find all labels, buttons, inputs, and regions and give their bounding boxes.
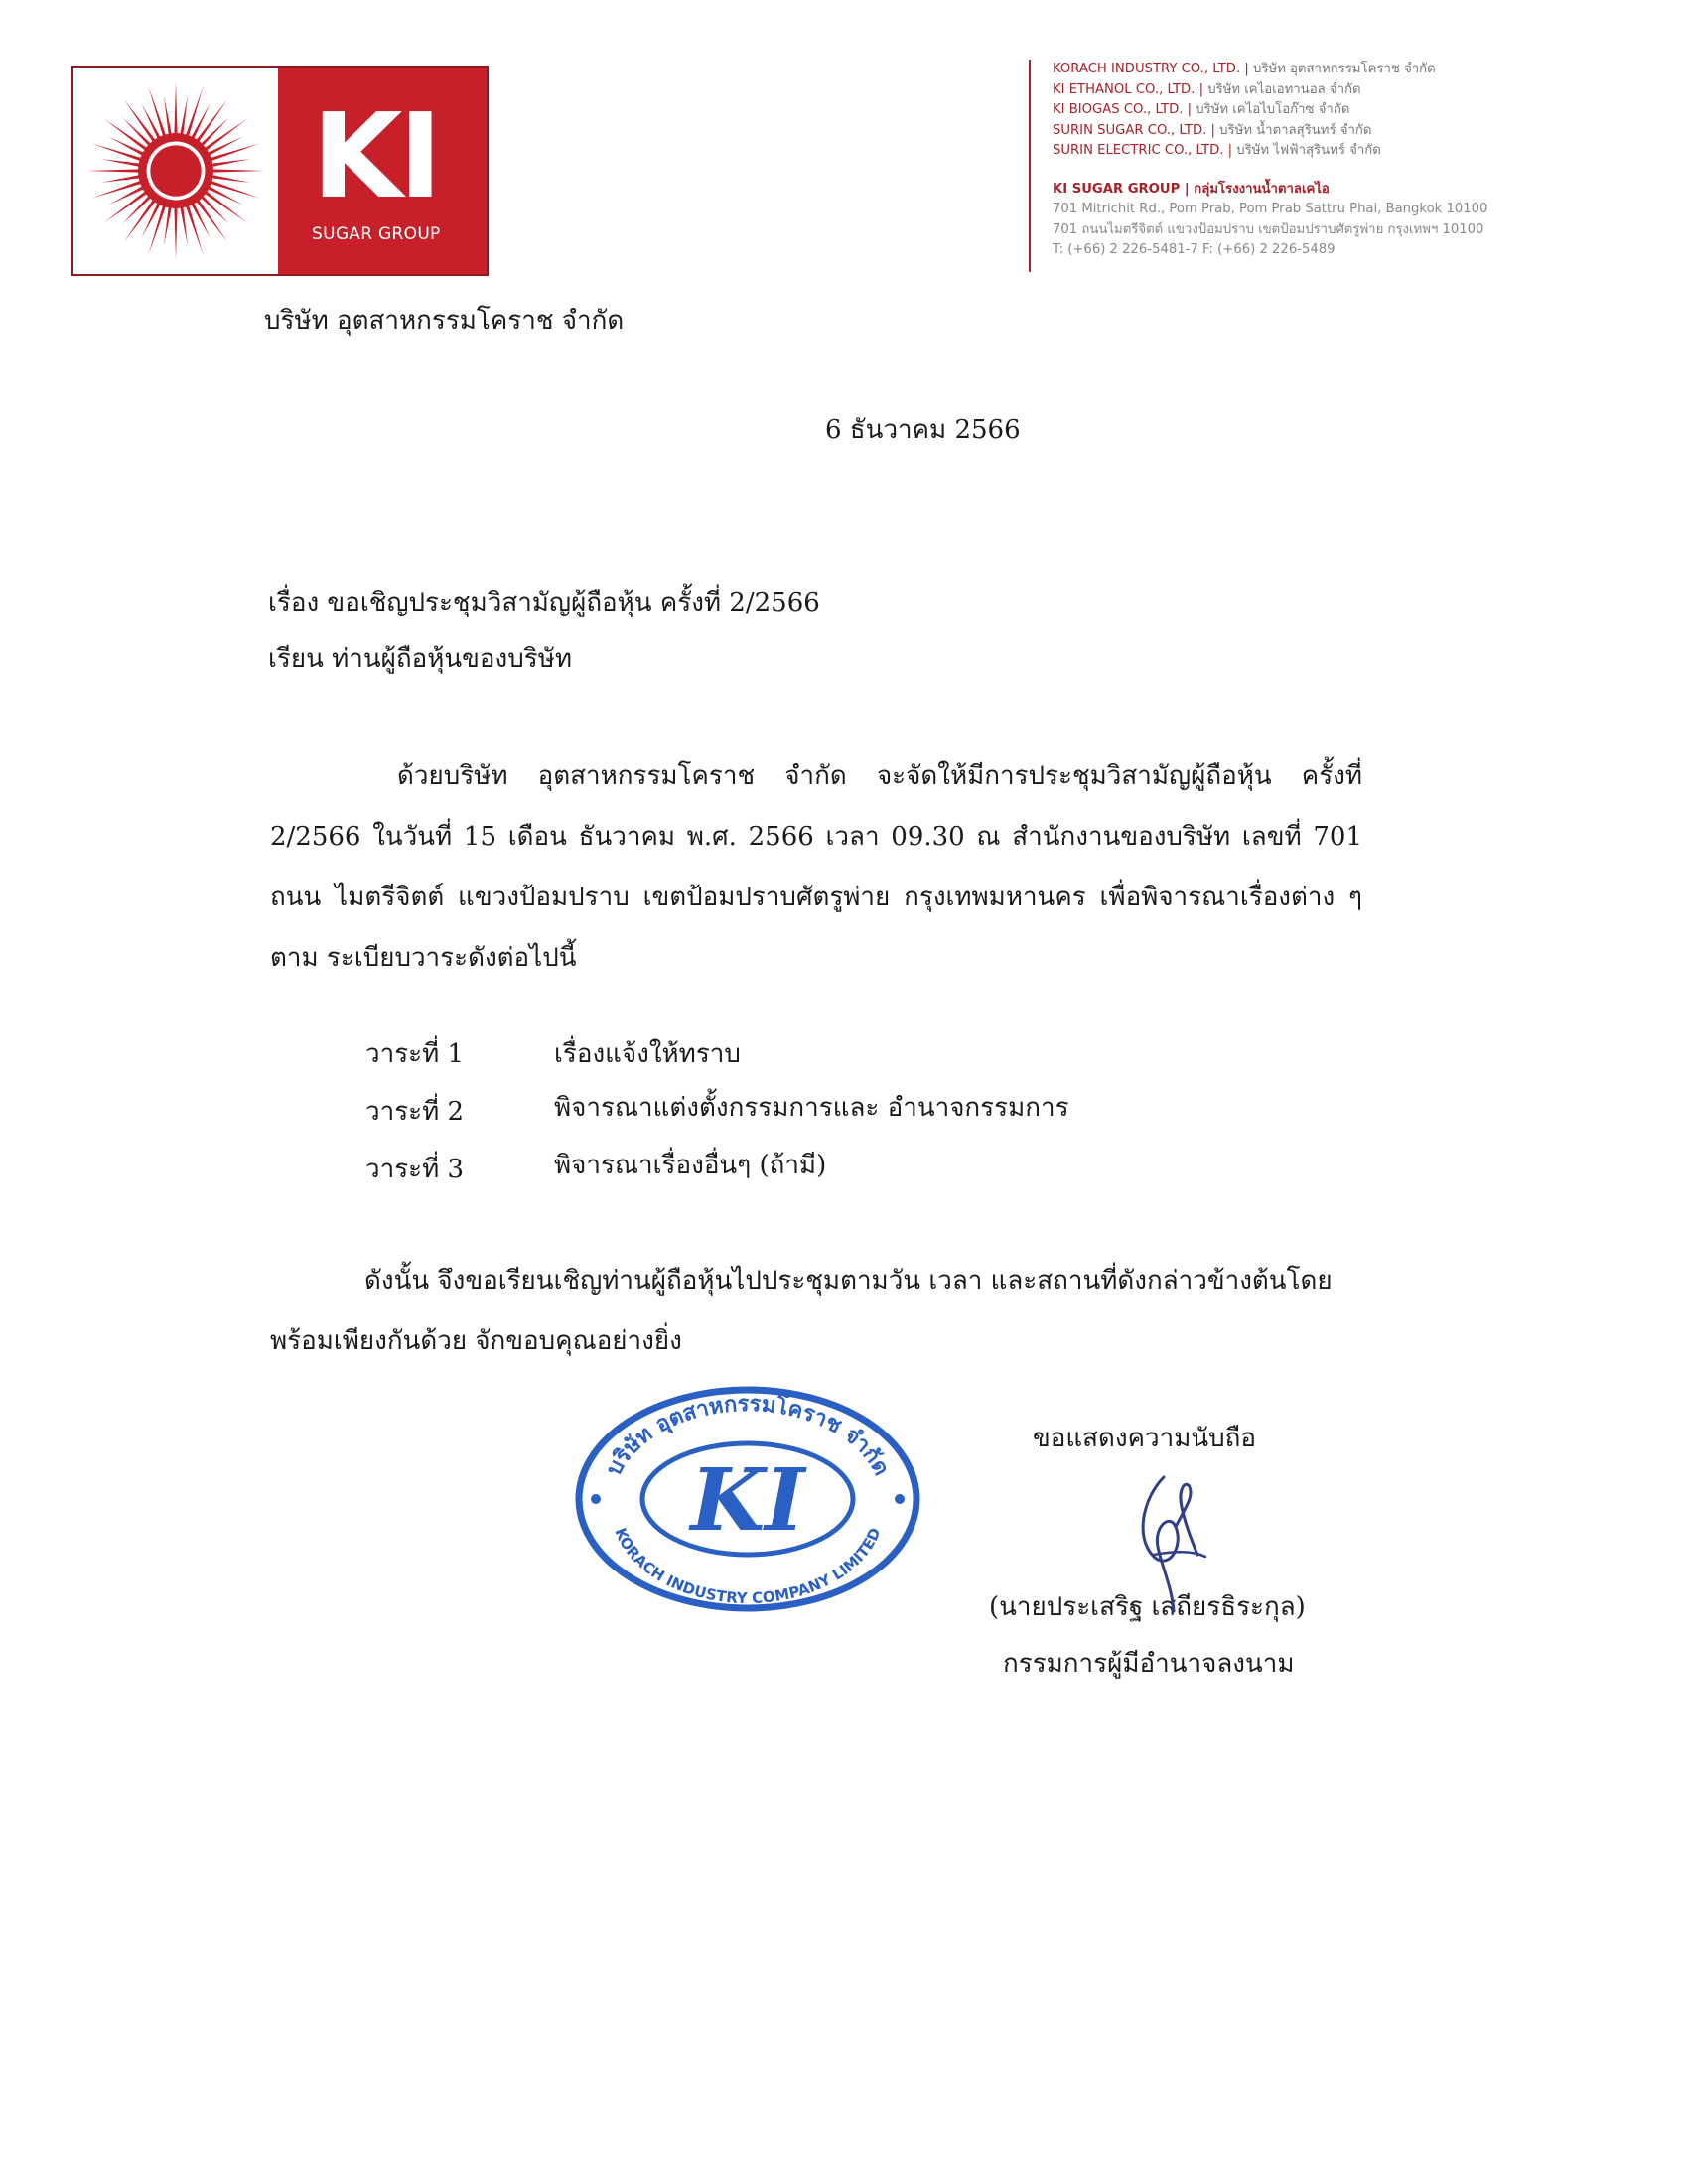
group-name-en: KI SUGAR GROUP [1053,181,1181,197]
signer-title: กรรมการผู้มีอำนาจลงนาม [1003,1649,1295,1679]
letterhead-company: SURIN SUGAR CO., LTD. | บริษัท น้ำตาลสุรินทร์ จำกัด [1053,122,1372,138]
agenda-number: วาระที่ 2 [365,1097,465,1127]
seal-center-letters: KI [690,1450,805,1551]
signer-name: (นายประเสริฐ เสถียรธิระกุล) [989,1592,1306,1622]
company-logo [71,66,489,276]
letter-company-name: บริษัท อุตสาหกรรมโคราช จำกัด [264,306,625,336]
company-name-th: บริษัท เคไอไบโอก๊าซ จำกัด [1196,102,1350,117]
agenda-number: วาระที่ 3 [365,1155,465,1184]
seal-bottom-text: KORACH INDUSTRY COMPANY LIMITED [611,1525,885,1608]
letter-paragraph-2 [270,1251,1362,1372]
company-name-en: KI ETHANOL CO., LTD. [1053,81,1196,97]
company-name-th: บริษัท น้ำตาลสุรินทร์ จำกัด [1219,122,1372,138]
company-name-en: SURIN ELECTRIC CO., LTD. [1053,143,1224,158]
letterhead-group: KI SUGAR GROUP | กลุ่มโรงงานน้ำตาลเคไอ [1053,181,1330,197]
company-name-th: บริษัท อุตสาหกรรมโคราช จำกัด [1252,62,1436,76]
paragraph-1-text: ด้วยบริษัท อุตสาหกรรมโคราช จำกัด จะจัดให้มีการประชุมวิสามัญผู้ถือหุ้น ครั้งที่ 2/2566 ในวันที่ 15 เดือน ธันวาคม พ.ศ. 2566 เวลา 09.30 ณ สำนักงานของบริษัท เลขที่ 701 ถนน ไมตรีจิตต์ แขวงป้อมปราบ เขตป้อมปราบศัตรูพ่าย กรุงเทพมหานคร เพื่อพิจารณาเรื่องต่าง ๆ ตาม ระเบียบวาระดังต่อไปนี้ [270,761,1362,973]
letter-subject: เรื่อง ขอเชิญประชุมวิสามัญผู้ถือหุ้น ครั้งที่ 2/2566 [268,588,820,617]
letterhead-company: KORACH INDUSTRY CO., LTD. | บริษัท อุตสาหกรรมโคราช จำกัด [1053,62,1436,76]
agenda-text: พิจารณาเรื่องอื่นๆ (ถ้ามี) [554,1151,827,1180]
letterhead-company: KI BIOGAS CO., LTD. | บริษัท เคไอไบโอก๊าซ จำกัด [1053,102,1350,117]
letter-date: 6 ธันวาคม 2566 [825,415,1021,445]
seal-top-text: บริษัท อุตสาหกรรมโคราช จำกัด [602,1391,894,1480]
handwritten-signature-icon [1124,1467,1243,1616]
company-name-en: KI BIOGAS CO., LTD. [1053,102,1184,117]
letterhead-company: SURIN ELECTRIC CO., LTD. | บริษัท ไฟฟ้าสุรินทร์ จำกัด [1053,143,1381,158]
letter-recipient: เรียน ท่านผู้ถือหุ้นของบริษัท [268,644,572,674]
agenda-text: เรื่องแจ้งให้ทราบ [554,1039,741,1069]
letterhead-company: KI ETHANOL CO., LTD. | บริษัท เคไอเอทานอล จำกัด [1053,81,1361,97]
company-name-en: KORACH INDUSTRY CO., LTD. [1053,62,1241,76]
address-th: 701 ถนนไมตรีจิตต์ แขวงป้อมปราบ เขตป้อมปราบศัตรูพ่าย กรุงเทพฯ 10100 [1053,221,1484,237]
paragraph-2-text: ดังนั้น จึงขอเรียนเชิญท่านผู้ถือหุ้นไปประชุมตามวัน เวลา และสถานที่ดังกล่าวข้างต้นโดย พร้อมเพียงกันด้วย จักขอบคุณอย่างยิ่ง [270,1266,1333,1356]
logo-wordmark [278,68,487,274]
company-name-th: บริษัท เคไอเอทานอล จำกัด [1207,81,1361,97]
letterhead-companies [1029,60,1487,272]
company-name-th: บริษัท ไฟฟ้าสุรินทร์ จำกัด [1236,143,1381,158]
logo-letters: KI [312,87,439,224]
phone-fax: T: (+66) 2 226-5481-7 F: (+66) 2 226-5489 [1053,242,1336,257]
letter-paragraph-1 [270,747,1362,989]
address-en: 701 Mitrichit Rd., Pom Prab, Pom Prab Sattru Phai, Bangkok 10100 [1053,202,1488,216]
agenda-number: วาระที่ 1 [365,1039,465,1069]
company-seal-icon [572,1383,923,1614]
agenda-text: พิจารณาแต่งตั้งกรรมการและ อำนาจกรรมการ [554,1093,1069,1123]
sun-icon [73,68,278,274]
logo-group-name: SUGAR GROUP [312,224,441,244]
company-name-en: SURIN SUGAR CO., LTD. [1053,122,1207,138]
group-name-th: กลุ่มโรงงานน้ำตาลเคไอ [1194,181,1330,197]
closing: ขอแสดงความนับถือ [1033,1424,1256,1453]
